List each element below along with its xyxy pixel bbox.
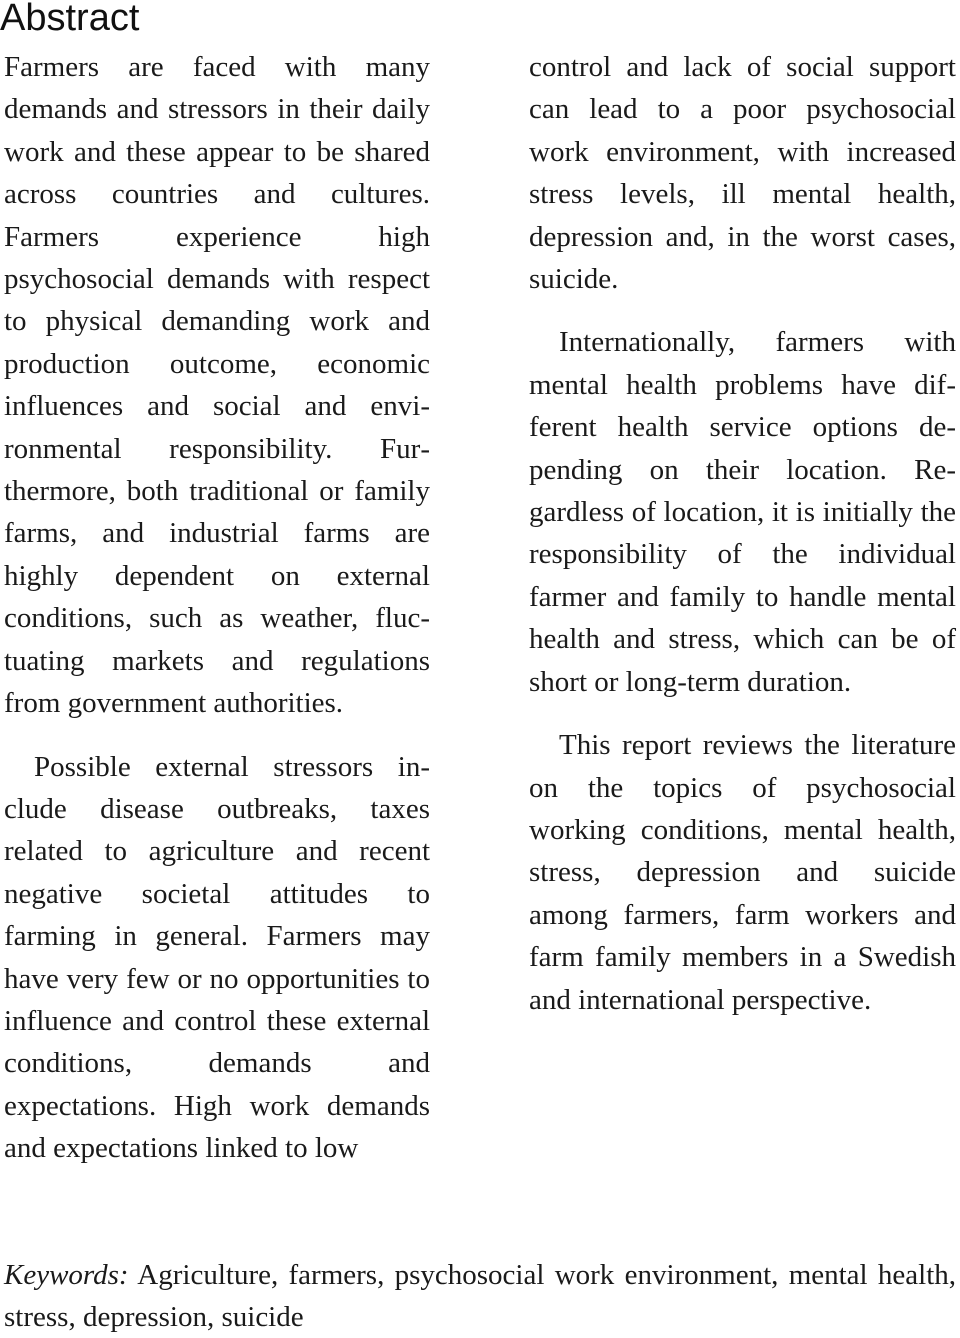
left-column xyxy=(4,46,430,1170)
paragraph-health-services: Internationally, farmers with mental health problems have different health service options depending on their location. Regardless of location, it is initially the responsibility of the individual farmer and family to handle mental health and stress, which can be of short or long-term duration. xyxy=(529,326,956,698)
keywords-label: Keywords: xyxy=(4,1259,129,1291)
paragraph-social-support: control and lack of social support can lead to a poor psychosocial work environment, with increased stress levels, ill mental health, depression and, in the worst cases, suicide. xyxy=(529,51,956,296)
section-heading: Abstract xyxy=(0,0,140,39)
paragraph-demands: Farmers are faced with many demands and stressors in their daily work and these appear to be shared across countries and cultures. Farmers experience high psychosocial demands with respect to physical demanding work and production outcome, economic influences and social and environmental responsibility. Furthermore, both traditional or family farms, and industrial farms are highly dependent on external conditions, such as weather, fluctuating markets and regulations from government authorities. xyxy=(4,51,430,720)
right-column xyxy=(529,46,956,1021)
paragraph-external-stressors: Possible external stressors include disease outbreaks, taxes related to agriculture and recent negative societal attitudes to farming in general. Farmers may have very few or no opportunities to influence and control these external conditions, demands and expectations. High work demands and expectations linked to low xyxy=(4,750,430,1165)
paragraph-report-scope: This report reviews the literature on the topics of psychosocial working conditions, mental health, stress, depression and suicide among farmers, farm workers and farm family members in a Swedish and international perspective. xyxy=(529,729,956,1016)
keywords-text: Agriculture, farmers, psychosocial work environment, mental health, stress, depression, suicide xyxy=(4,1259,956,1333)
keywords-line xyxy=(4,1254,956,1338)
